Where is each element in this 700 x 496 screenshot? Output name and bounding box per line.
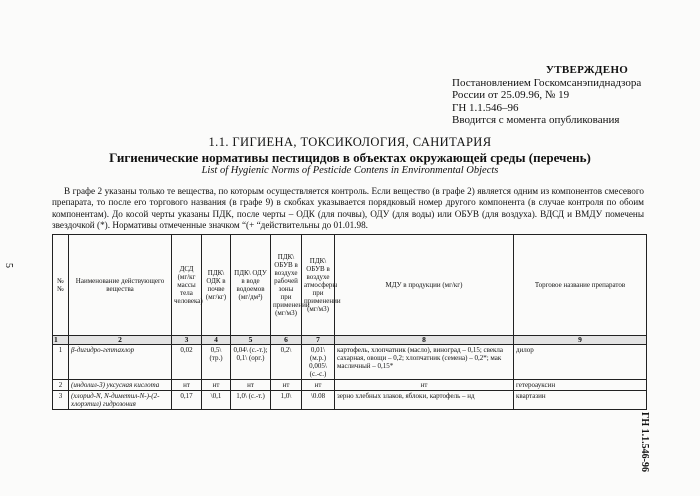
column-number: 8 [335, 336, 514, 345]
row-number: 2 [53, 380, 69, 391]
substance-name: β-дигидро-гептахлор [69, 345, 172, 380]
column-number: 1 [53, 336, 69, 345]
soil-value: 0,5\ (тр.) [202, 345, 231, 380]
mdu-value: зерно хлебных злаков, яблоки, картофель – нд [335, 391, 514, 410]
table-row [53, 380, 647, 391]
work-air-value: 1,0\ [271, 391, 302, 410]
approval-line: Вводится с момента опубликования [452, 114, 620, 127]
dsd-value: нт [172, 380, 202, 391]
row-number: 3 [53, 391, 69, 410]
table-row [53, 345, 647, 380]
trade-name: гетероауксин [514, 380, 647, 391]
column-number: 2 [69, 336, 172, 345]
dsd-value: 0,02 [172, 345, 202, 380]
soil-value: нт [202, 380, 231, 391]
col-header-work-air: ПДК\ ОБУВ в воздухе рабочей зоны при применении (мг/м3) [271, 235, 302, 336]
approval-heading: УТВЕРЖДЕНО [545, 64, 629, 76]
trade-name: квартазин [514, 391, 647, 410]
trade-name: дилор [514, 345, 647, 380]
water-value: 1,0\ (с.-т.) [231, 391, 271, 410]
col-header-substance: Наименование действующего вещества [69, 235, 172, 336]
row-number: 1 [53, 345, 69, 380]
column-number: 3 [172, 336, 202, 345]
soil-value: \0,1 [202, 391, 231, 410]
intro-paragraph: В графе 2 указаны только те вещества, по которым осуществляется контроль. Если вещество (в графе 2) является одним из компонентов смесевого препарата, то после его торгового названия (в графе 9) в скобках указывается порядковый номер другого компонента (в случае контроля по обоим компонентам). До косой черты указаны ПДК, после черты – ОДК (для почвы), ОДУ (для воды) или ОБУВ (для воздуха). ВДСД и ВМДУ помечены звездочкой (*). Нормативы отмеченные значком “(+ “действительны до 01.01.98. [52, 186, 644, 231]
side-document-code: ГН 1.1.546-96 [639, 412, 650, 472]
column-number: 5 [231, 336, 271, 345]
column-number: 4 [202, 336, 231, 345]
column-number-row [53, 336, 647, 345]
col-header-num: №№ [53, 235, 69, 336]
table-header-row [53, 235, 647, 336]
col-header-mdu: МДУ в продукции (мг/кг) [335, 235, 514, 336]
norms-table [52, 234, 647, 410]
atm-air-value: 0,01\ (м.р.) 0,005\ (с.-с.) [302, 345, 335, 380]
work-air-value: 0,2\ [271, 345, 302, 380]
column-number: 6 [271, 336, 302, 345]
substance-name: (индолил-3) уксусная кислота [69, 380, 172, 391]
section-title: 1.1. ГИГИЕНА, ТОКСИКОЛОГИЯ, САНИТАРИЯ [208, 135, 492, 149]
approval-line: России от 25.09.96, № 19 [452, 89, 570, 102]
approval-line: Постановлением Госкомсанэпиднадзора [452, 76, 642, 89]
column-number: 9 [514, 336, 647, 345]
water-value: 0,04\ (с.-т.); 0,1\ (орг.) [231, 345, 271, 380]
document-title: Гигиенические нормативы пестицидов в объектах окружающей среды (перечень) [109, 150, 591, 165]
water-value: нт [231, 380, 271, 391]
mdu-value: нт [335, 380, 514, 391]
dsd-value: 0,17 [172, 391, 202, 410]
col-header-atm-air: ПДК\ ОБУВ в воздухе атмосферы при применении (мг/м3) [302, 235, 335, 336]
col-header-soil: ПДК\ ОДК в почве (мг/кг) [202, 235, 231, 336]
mdu-value: картофель, хлопчатник (масло), виноград – 0,15; свекла сахарная, овощи – 0,2; хлопчатник (семена) – 0,2*; мак масличный – 0,15* [335, 345, 514, 380]
document-subtitle: List of Hygienic Norms of Pesticide Contens in Environmental Objects [201, 165, 499, 176]
page-number: 5 [3, 263, 14, 268]
column-number: 7 [302, 336, 335, 345]
col-header-trade: Торговое название препаратов [514, 235, 647, 336]
atm-air-value: \0.08 [302, 391, 335, 410]
table-row [53, 391, 647, 410]
col-header-dsd: ДСД (мг/кг массы тела человека) [172, 235, 202, 336]
work-air-value: нт [271, 380, 302, 391]
approval-line: ГН 1.1.546–96 [452, 101, 519, 114]
substance-name: (хлорид-N, N-диметил-N-)-(2-хлорэтил) гидрозония [69, 391, 172, 410]
approval-block [452, 64, 692, 127]
col-header-water: ПДК\ ОДУ в воде водоемов (мг/дм³) [231, 235, 271, 336]
atm-air-value: нт [302, 380, 335, 391]
